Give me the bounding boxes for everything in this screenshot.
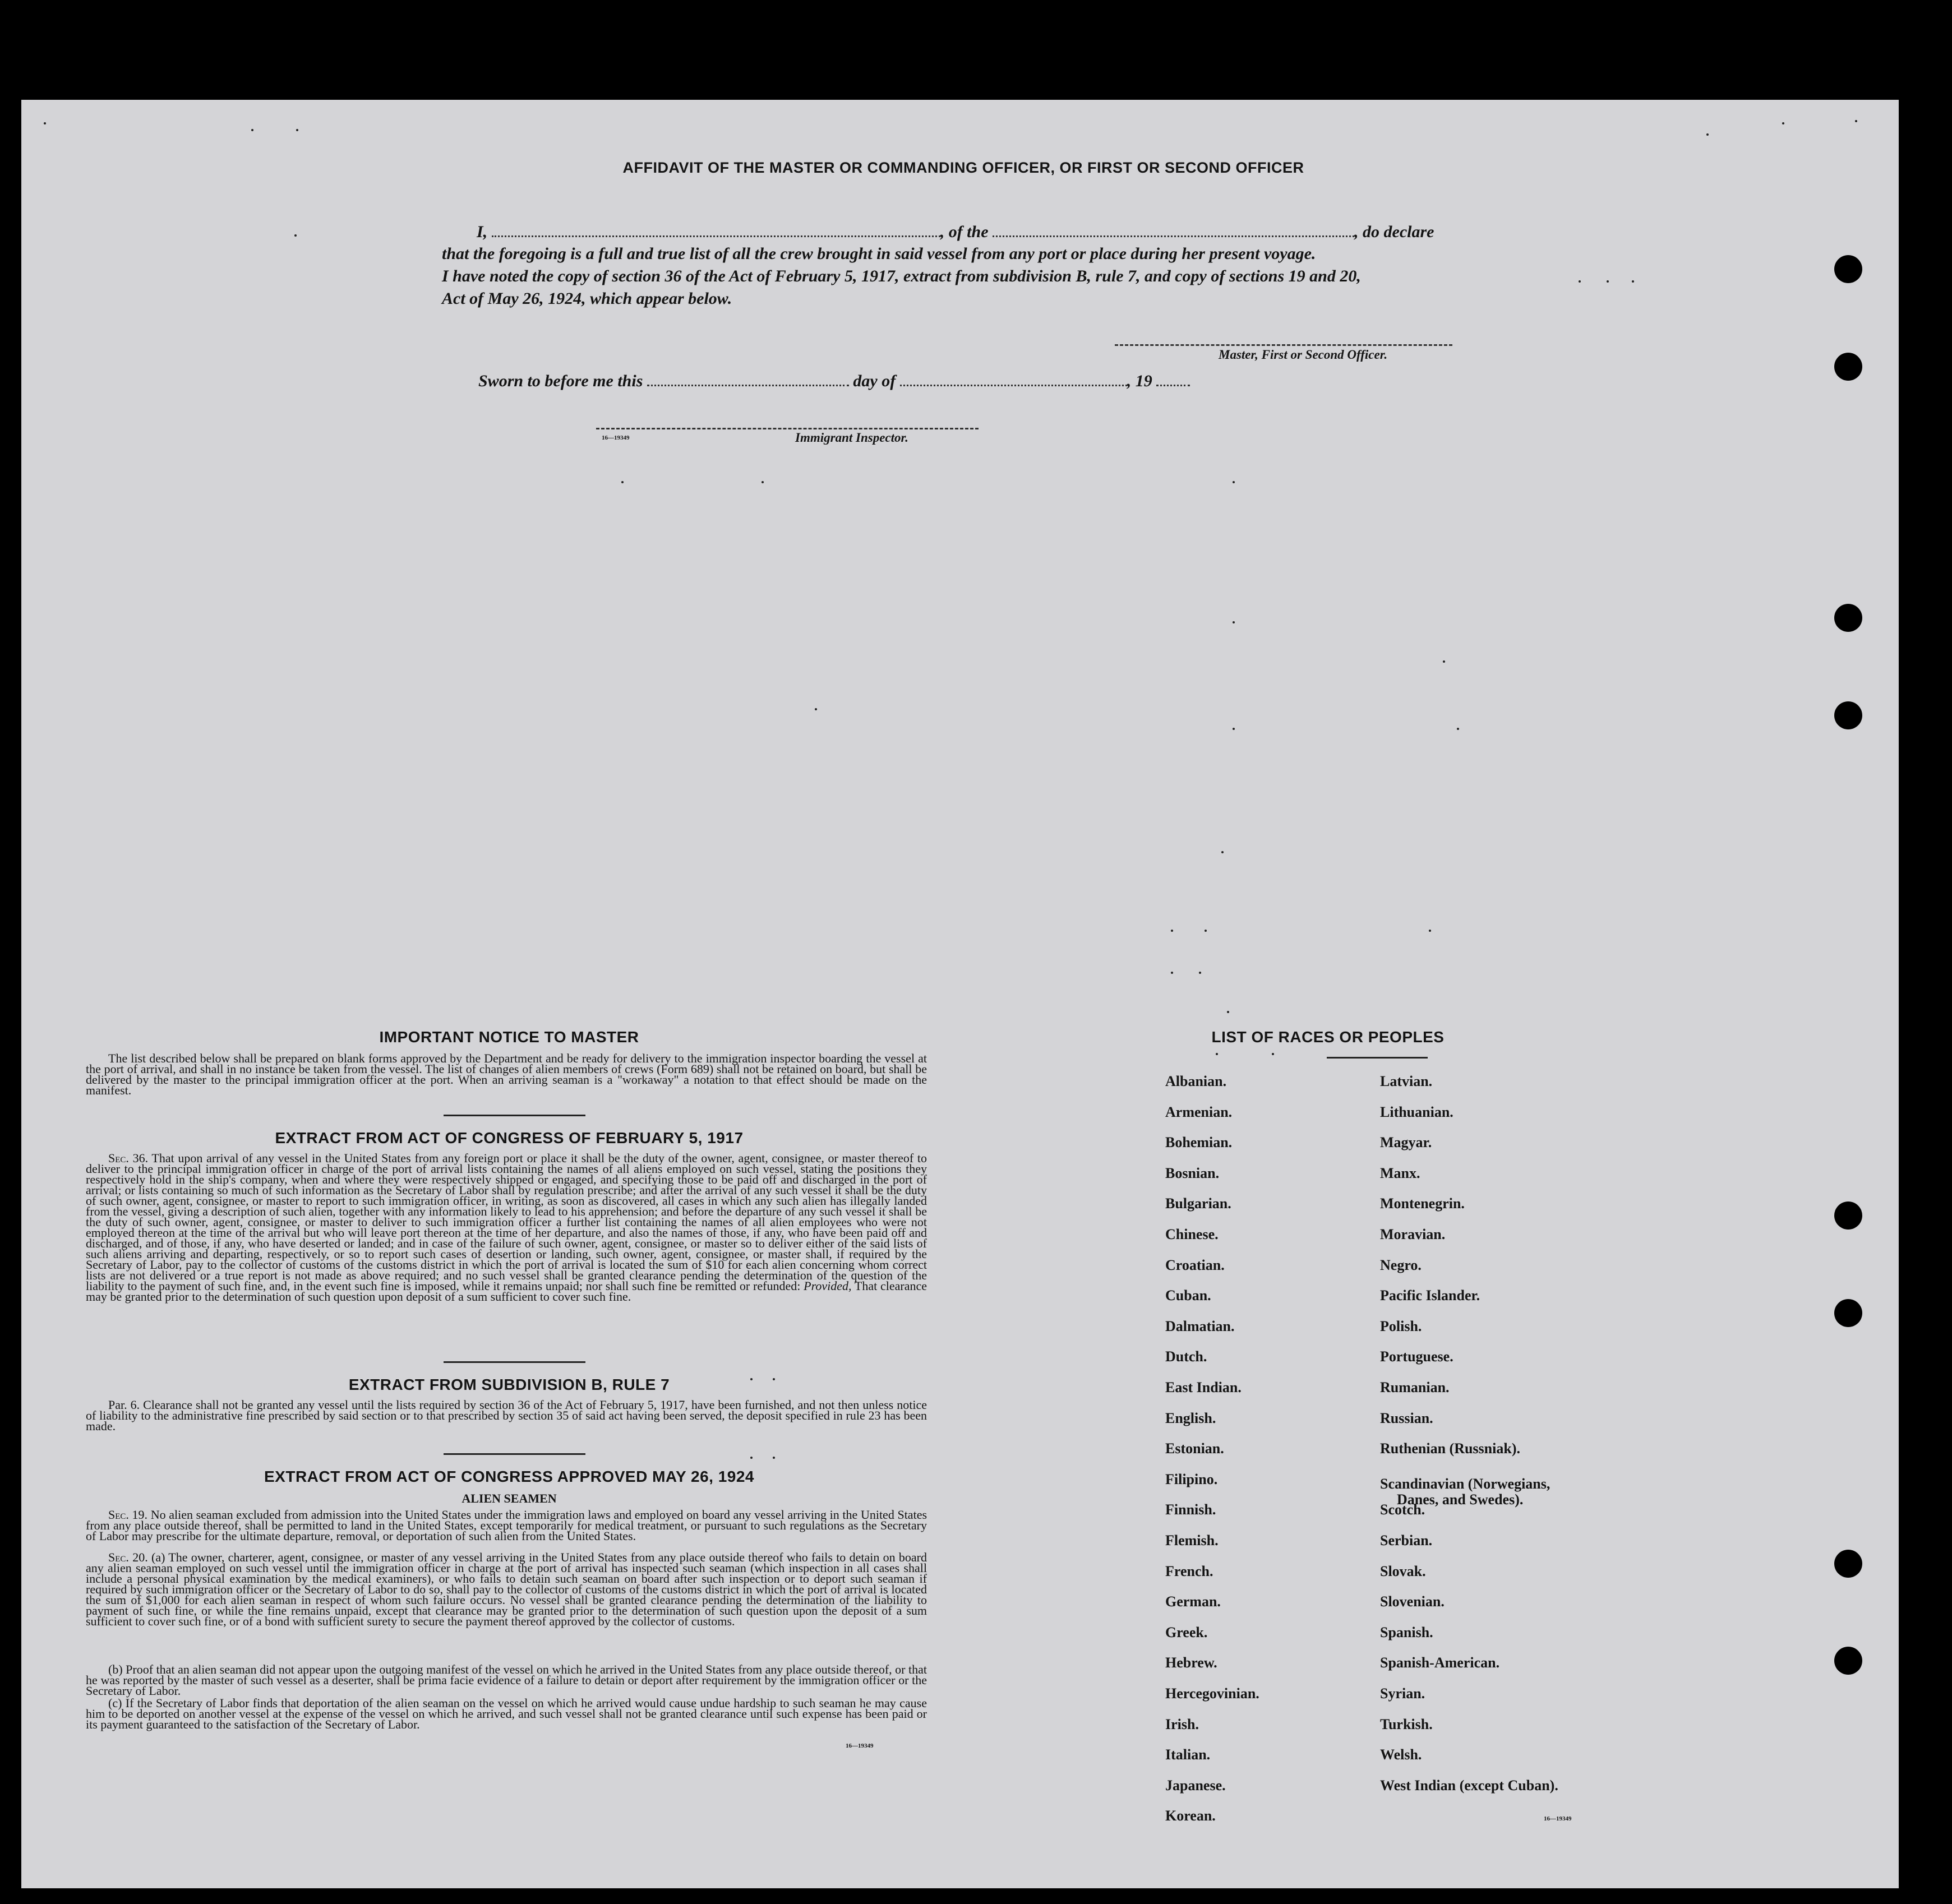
sec-20-label: Sec. 20. [108,1550,148,1564]
race-item: Danes, and Swedes). [1397,1491,1524,1508]
sworn-day-of: day of [853,372,896,390]
speck [1579,280,1581,283]
affidavit-line-1 [477,222,1508,242]
punch-hole [1834,353,1862,381]
race-item: Bosnian. [1165,1165,1220,1181]
race-item: Magyar. [1380,1134,1432,1150]
speck [1782,122,1784,124]
race-item: East Indian. [1165,1379,1242,1395]
race-item: Croatian. [1165,1257,1225,1273]
speck [1221,851,1224,853]
affidavit-i-label: I, [477,223,488,241]
speck [1171,930,1173,932]
race-item: Spanish-American. [1380,1655,1500,1671]
speck [1216,1053,1218,1055]
speck [294,234,297,237]
race-item: Hebrew. [1165,1655,1217,1671]
sec-20a [86,1552,927,1626]
proviso-label: Provided, [804,1279,852,1293]
signature-label: Master, First or Second Officer. [1219,348,1388,362]
race-item: Spanish. [1380,1624,1433,1640]
race-item: Montenegrin. [1380,1195,1465,1212]
race-item: French. [1165,1563,1213,1579]
race-item: Greek. [1165,1624,1208,1640]
race-item: Slovenian. [1380,1593,1445,1610]
signature-line[interactable] [1115,344,1452,346]
race-item: Lithuanian. [1380,1104,1453,1120]
speck [44,122,46,124]
race-item: German. [1165,1593,1221,1610]
sec-20a-text: (a) The owner, charterer, agent, consignee, or master of any vessel arriving in the United States from any place outside thereof who fails to detain on board any alien seaman employed on such vessel until the immigration officer in charge at the port of arrival has inspected such seaman (which inspection in all cases shall include a personal physical examination by the medical examiners), or who fails to detain such seaman on board after such inspection or to deport such seaman if required by such immigration officer or the Secretary of Labor to do so, shall pay to the collector of customs of the customs district in which the port of arrival is located the sum of $1,000 for each alien seaman in respect of whom such failure occurs. No vessel shall be granted clearance pending the determination of the liability to payment of such fine, or while the fine remains unpaid, except that clearance may be granted prior to the determination of such question upon the deposit of a sum sufficient to cover such fine, or of a bond with sufficient surety to secure the payment thereof approved by the collector of customs. [86,1550,927,1628]
speck [1855,120,1857,122]
affidavit-of-the-label: , of the [940,223,989,241]
race-item: Slovak. [1380,1563,1426,1579]
race-item: Chinese. [1165,1226,1219,1242]
form-number: 16—19349 [1544,1815,1572,1822]
speck [1632,280,1634,283]
race-item: Syrian. [1380,1685,1425,1702]
form-sheet [21,100,1899,1888]
races-title: LIST OF RACES OR PEOPLES [1211,1028,1445,1046]
extract-1917-title: EXTRACT FROM ACT OF CONGRESS OF FEBRUARY 5, 1917 [275,1129,744,1147]
affidavit-line-2: that the foregoing is a full and true list of all the crew brought in said vessel from any port or place during her present voyage. [442,244,1316,263]
proviso-text: That clearance may be granted prior to the determination of such question upon deposit of a sum sufficient to cover such fine. [86,1279,927,1304]
punch-hole [1834,1201,1862,1230]
alien-seamen-subtitle: ALIEN SEAMEN [462,1491,557,1505]
race-item: Scotch. [1380,1501,1425,1518]
speck [773,1457,775,1459]
race-item: English. [1165,1410,1216,1426]
race-item: Filipino. [1165,1471,1218,1487]
sec-36-text: That upon arrival of any vessel in the United States from any foreign port or place it shall be the duty of the owner, agent, consignee, or master thereof to deliver to the principal immigration officer in charge of the port of arrival lists containing the names of all aliens employed on such vessel, stating the positions they respectively hold in the ship's company, when and where they were respectively shipped or engaged, and specifying those to be paid off and discharged in the port of arrival; or lists containing so much of such information as the Secretary of Labor shall by regulation prescribe; and after the arrival of any such vessel it shall be the duty of such owner, agent, consignee, or master to report to such immigration officer, in writing, as soon as discovered, all cases in which any such alien has illegally landed from the vessel, giving a description of such alien, together with any information likely to lead to his apprehension; and before the departure of any such vessel it shall be the duty of such owner, agent, consignee, or master to deliver to such immigration officer a further list containing the names of all alien employees who were not employed thereon at the time of the arrival but who will leave port thereon at the time of her departure, and also the names of those, if any, who have been paid off and discharged, and of those, if any, who have deserted or landed; and in case of the failure of such owner, agent, consignee, or master so to deliver either of the said lists of such aliens arriving and departing, respectively, or so to report such cases of desertion or landing, such owner, agent, consignee, or master shall, if required by the Secretary of Labor, pay to the collector of customs of the customs district in which the port of arrival is located the sum of $10 for each alien concerning whom correct lists are not delivered or a true report is not made as above required; and no such vessel shall be granted clearance pending the determination of the question of the liability to the payment of such fine, and, in the event such fine is imposed, while it remains unpaid; nor shall such fine be remitted or refunded: [86,1151,927,1293]
race-item: Pacific Islander. [1380,1287,1480,1304]
sec-20c: (c) If the Secretary of Labor finds that deportation of the alien seaman on the vessel on which he arrived would cause undue hardship to such seaman he may cause him to be deported on another vessel at the expense of the vessel on which he arrived, and such vessel shall not be granted clearance until such expense has been paid or its payment guaranteed to the satisfaction of the Secretary of Labor. [86,1696,927,1731]
punch-hole [1834,1550,1862,1578]
affidavit-declare-label: , do declare [1354,223,1434,241]
sworn-date-blank[interactable] [647,371,849,386]
race-item: Manx. [1380,1165,1420,1181]
race-item: Finnish. [1165,1501,1216,1518]
race-item: Moravian. [1380,1226,1446,1242]
form-number: 16—19349 [602,435,630,441]
race-item: Armenian. [1165,1104,1233,1120]
race-item: Polish. [1380,1318,1422,1334]
sworn-month-blank[interactable] [900,371,1127,386]
extract-rule7-text: Par. 6. Clearance shall not be granted any vessel until the lists required by section 36 of the Act of February 5, 1917, have been furnished, and not then unless notice of liability to the administrative fine prescribed by said section or to that prescribed by section 35 of said act having been served, the deposit specified in rule 23 has been made. [86,1398,927,1433]
race-item: Bulgarian. [1165,1195,1231,1212]
sec-19-label: Sec. 19. [108,1508,148,1522]
race-item: Scandinavian (Norwegians, [1380,1476,1550,1492]
speck [296,129,298,131]
speck [1199,972,1201,974]
sec-19-text: No alien seaman excluded from admission into the United States under the immigration laws and employed on board any vessel arriving in the United States from any place outside thereof, shall be permitted to land in the United States, except temporarily for medical treatment, or pursuant to such regulations as the Secretary of Labor may prescribe for the ultimate departure, removal, or deportation of such alien from the United States. [86,1508,927,1543]
race-item: Negro. [1380,1257,1422,1273]
speck [1706,133,1709,136]
race-item: Rumanian. [1380,1379,1450,1395]
speck [1171,972,1173,974]
race-item: Turkish. [1380,1716,1433,1732]
speck [1429,930,1431,932]
inspector-signature-line[interactable] [596,428,979,429]
sworn-year: , 19 [1127,372,1152,390]
speck [750,1457,753,1459]
race-item: Dalmatian. [1165,1318,1235,1334]
punch-hole [1834,1299,1862,1327]
race-item: Flemish. [1165,1532,1219,1549]
sworn-prefix: Sworn to before me this [478,372,643,390]
punch-hole [1834,255,1862,283]
race-item: Korean. [1165,1808,1216,1824]
extract-1924-title: EXTRACT FROM ACT OF CONGRESS APPROVED MAY 26, 1924 [264,1468,754,1485]
speck [1443,660,1445,663]
race-item: Latvian. [1380,1073,1433,1089]
speck [1205,930,1207,932]
race-item: Bohemian. [1165,1134,1233,1150]
punch-hole [1834,1647,1862,1675]
speck [1233,481,1235,483]
speck [251,129,253,131]
race-item: Estonian. [1165,1440,1224,1457]
race-item: Japanese. [1165,1777,1226,1794]
race-item: Russian. [1380,1410,1433,1426]
speck [1227,1011,1229,1013]
form-number: 16—19349 [846,1743,874,1749]
speck [815,708,817,710]
race-item: Cuban. [1165,1287,1211,1304]
sworn-line [478,371,1190,391]
name-blank[interactable] [492,222,940,237]
race-item: West Indian (except Cuban). [1380,1777,1558,1794]
inspector-label: Immigrant Inspector. [795,431,908,445]
speck [762,481,764,483]
race-item: Ruthenian (Russniak). [1380,1440,1520,1457]
punch-hole [1834,604,1862,632]
punch-hole [1834,701,1862,729]
race-item: Albanian. [1165,1073,1227,1089]
speck [621,481,624,483]
affidavit-title: AFFIDAVIT OF THE MASTER OR COMMANDING OFFICER, OR FIRST OR SECOND OFFICER [622,159,1304,176]
race-item: Portuguese. [1380,1348,1453,1365]
speck [1457,728,1459,730]
extract-rule7-title: EXTRACT FROM SUBDIVISION B, RULE 7 [348,1376,670,1393]
race-item: Italian. [1165,1746,1211,1763]
notice-text: The list described below shall be prepared on blank forms approved by the Department and be ready for delivery to the immigration inspector boarding the vessel at the port of arrival, and shall in no instance be taken from the vessel. The list of changes of alien members of crews (Form 689) shall not be retained on board, but shall be delivered by the master to the principal immigration officer at the port. When an arriving seaman is a "workaway" a notation to that effect should be made on the manifest. [86,1051,927,1097]
divider [444,1453,585,1455]
notice-title: IMPORTANT NOTICE TO MASTER [379,1028,639,1046]
sworn-year-blank[interactable] [1156,371,1190,386]
race-item: Hercegovinian. [1165,1685,1259,1702]
speck [1233,621,1235,623]
speck [1272,1053,1274,1055]
sec-36-label: Sec. 36. [108,1151,149,1165]
divider [444,1361,585,1363]
race-item: Serbian. [1380,1532,1433,1549]
speck [1607,280,1609,283]
race-item: Irish. [1165,1716,1199,1732]
extract-1917-text [86,1153,927,1302]
race-item: Welsh. [1380,1746,1422,1763]
speck [1233,728,1235,730]
divider [1327,1057,1428,1059]
sec-19 [86,1509,927,1541]
divider [444,1115,585,1116]
affidavit-line-3: I have noted the copy of section 36 of the Act of February 5, 1917, extract from subdivision B, rule 7, and copy of sections 19 and 20, [442,267,1361,285]
race-item: Dutch. [1165,1348,1207,1365]
vessel-blank[interactable] [993,222,1354,237]
sec-20b: (b) Proof that an alien seaman did not appear upon the outgoing manifest of the vessel on which he arrived in the United States from any place outside thereof, or that he was reported by the master of such vessel as a deserter, shall be prima facie evidence of a failure to detain or deport after requirement by the immigration officer or the Secretary of Labor. [86,1662,927,1698]
affidavit-line-4: Act of May 26, 1924, which appear below. [442,289,732,308]
